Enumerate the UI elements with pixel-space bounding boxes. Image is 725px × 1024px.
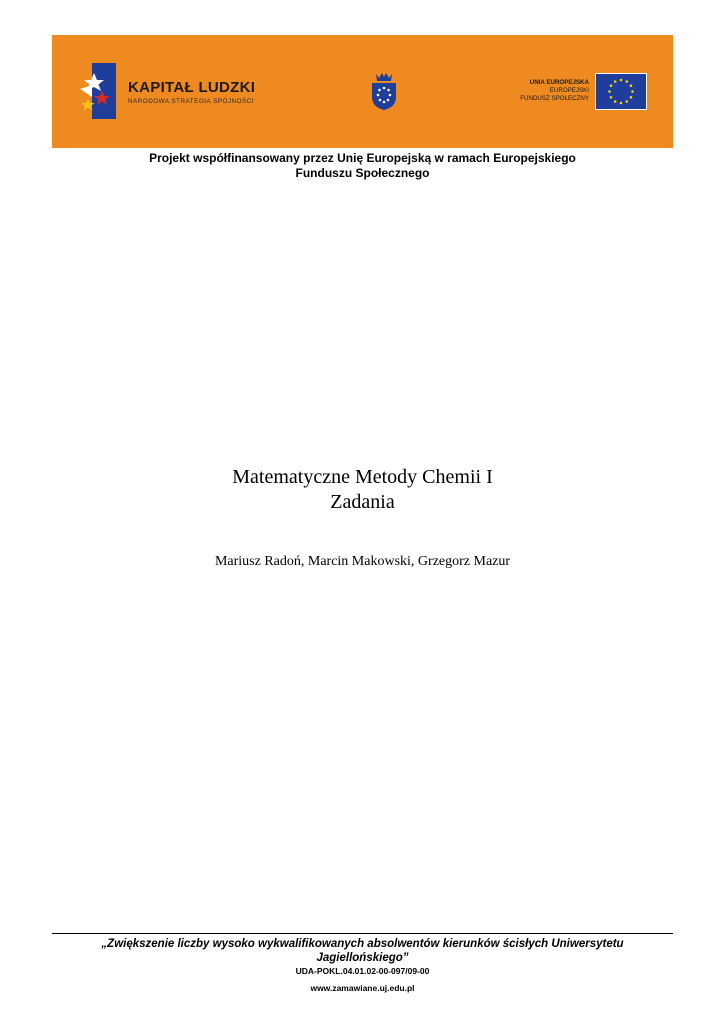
cofinanced-line2: Funduszu Społecznego — [295, 166, 430, 180]
title-line2: Zadania — [330, 491, 395, 513]
eu-label-line1: UNIA EUROPEJSKA — [529, 79, 589, 86]
cofinanced-notice — [0, 151, 725, 181]
kapital-ludzki-subtitle: NARODOWA STRATEGIA SPÓJNOŚCI — [128, 98, 254, 105]
document-title — [0, 465, 725, 515]
kapital-ludzki-logo-icon — [80, 63, 116, 119]
cofinanced-line1: Projekt współfinansowany przez Unię Europejską w ramach Europejskiego — [149, 151, 576, 165]
kapital-ludzki-title: KAPITAŁ LUDZKI — [128, 79, 256, 96]
university-crest-icon — [370, 71, 398, 111]
title-line1: Matematyczne Metody Chemii I — [232, 466, 493, 488]
eu-label-line2: EUROPEJSKI — [549, 87, 589, 94]
footer-slogan — [0, 937, 725, 965]
slogan-line1: „Zwiększenie liczby wysoko wykwalifikowanych absolwentów kierunków ścisłych Uniwersytetu — [101, 938, 624, 950]
slogan-line2: Jagiellońskiego” — [316, 952, 409, 964]
project-code: UDA-POKL.04.01.02-00-097/09-00 — [295, 966, 430, 976]
footer-divider — [52, 933, 673, 934]
eu-label-line3: FUNDUSZ SPOŁECZNY — [520, 95, 589, 102]
eu-flag-icon — [595, 73, 647, 110]
footer — [0, 937, 725, 994]
header-banner — [52, 35, 673, 148]
footer-url[interactable]: www.zamawiane.uj.edu.pl — [310, 983, 415, 993]
authors: Mariusz Radoń, Marcin Makowski, Grzegorz Mazur — [214, 554, 511, 569]
